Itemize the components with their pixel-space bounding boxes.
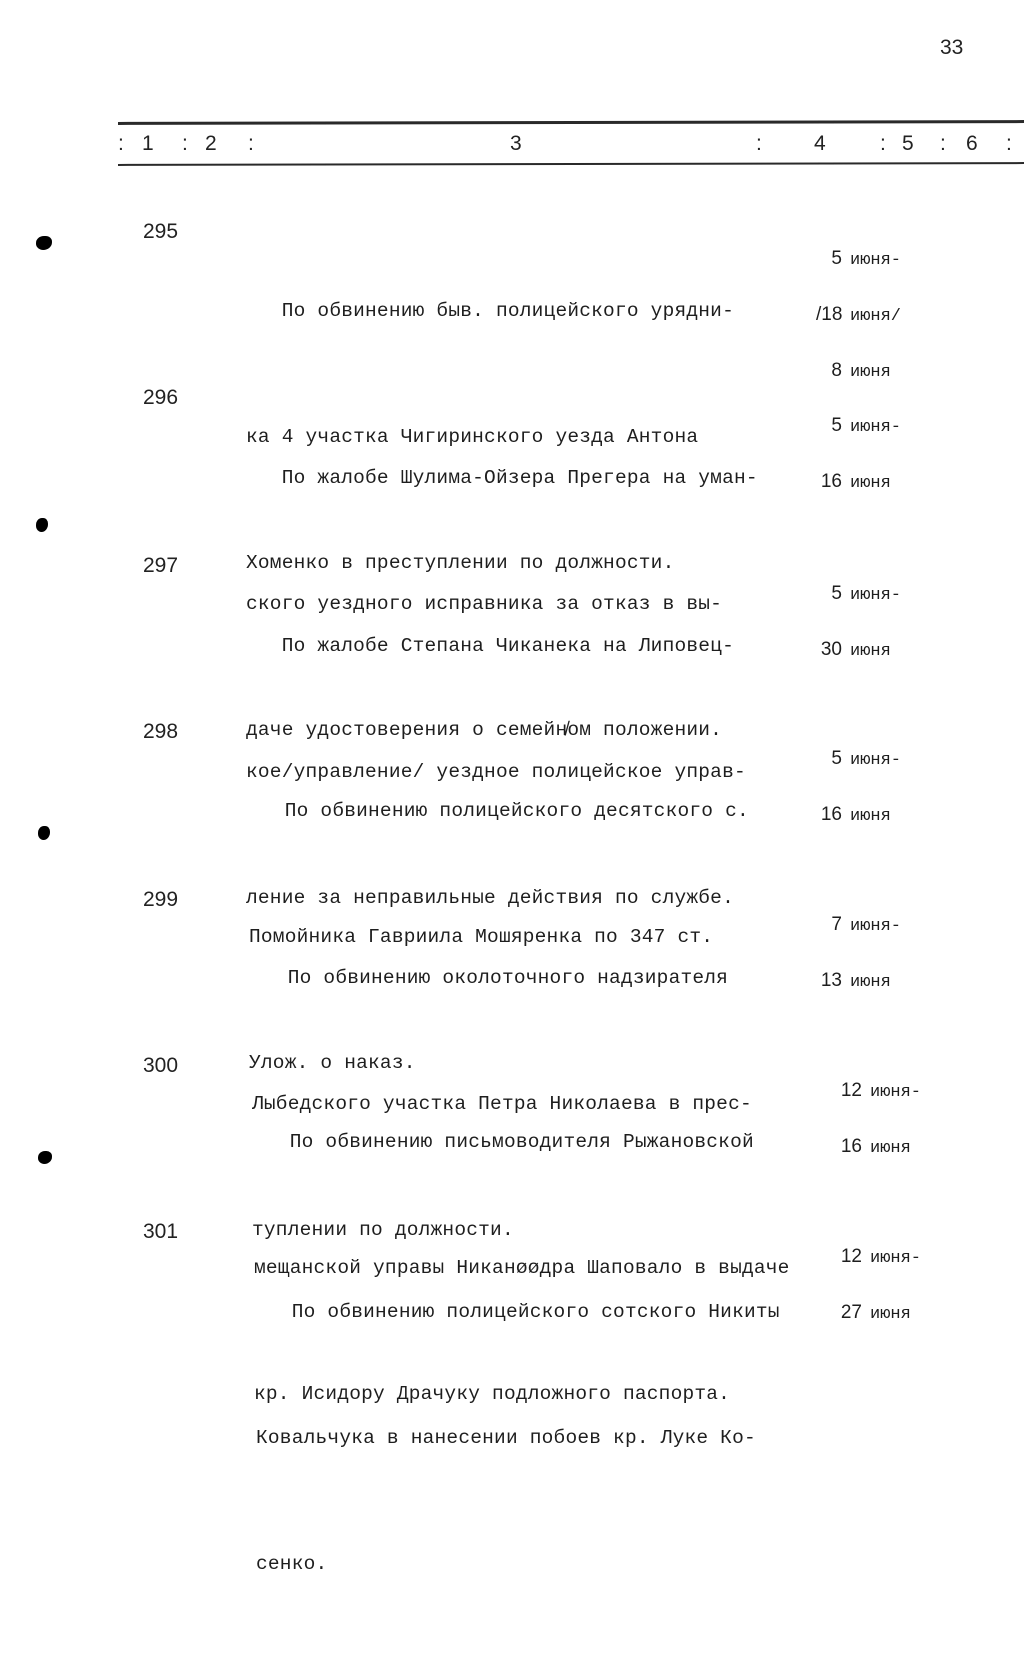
date-line bbox=[816, 916, 901, 936]
column-separator: : bbox=[1006, 132, 1012, 155]
date-line bbox=[816, 417, 901, 437]
date-day: 5 bbox=[831, 748, 842, 769]
date-line bbox=[816, 806, 901, 826]
entry-number: 301 bbox=[143, 1220, 179, 1243]
page-number: 33 bbox=[940, 36, 964, 59]
text-line: По обвинению письмоводителя Рыжановской bbox=[254, 1131, 754, 1153]
entry-number: 298 bbox=[143, 720, 179, 743]
date-line bbox=[816, 750, 901, 770]
date-line bbox=[836, 1304, 921, 1324]
column-header-1: 1 bbox=[142, 132, 154, 155]
date-day: 16 bbox=[820, 471, 842, 492]
column-separator: : bbox=[756, 132, 762, 155]
punch-hole-mark bbox=[36, 518, 48, 532]
date-day: 30 bbox=[820, 639, 842, 660]
header-rule-bottom bbox=[118, 162, 1024, 166]
date-month: июня/ bbox=[850, 307, 902, 326]
column-separator: : bbox=[182, 132, 188, 155]
date-day: 12 bbox=[840, 1080, 862, 1101]
text-line: кое/управление/ уездное полицейское управ- bbox=[246, 761, 746, 783]
text-line: По обвинению полицейского десятского с. bbox=[249, 800, 749, 822]
date-month: июня- bbox=[850, 917, 902, 936]
date-month: июня- bbox=[850, 586, 902, 605]
entry-number: 296 bbox=[143, 386, 179, 409]
entry-dates bbox=[836, 1046, 921, 1194]
date-month: июня- bbox=[870, 1083, 922, 1102]
date-month: июня bbox=[870, 1305, 911, 1324]
column-header-6: 6 bbox=[966, 132, 978, 155]
date-day: 5 bbox=[831, 583, 842, 604]
text-line: По жалобе Шулима-Ойзера Прегера на уман- bbox=[246, 467, 758, 489]
column-header-5: 5 bbox=[902, 132, 914, 155]
entry-number: 299 bbox=[143, 888, 179, 911]
date-month: июня- bbox=[850, 418, 902, 437]
date-month: июня bbox=[850, 973, 891, 992]
entry-number: 297 bbox=[143, 554, 179, 577]
date-month: июня- bbox=[850, 251, 902, 270]
punch-hole-mark bbox=[38, 826, 50, 840]
entry-dates bbox=[816, 549, 901, 697]
date-day: /18 bbox=[816, 304, 843, 325]
date-line bbox=[836, 1138, 921, 1158]
text-line: Лыбедского участка Петра Николаева в прес- bbox=[252, 1093, 752, 1115]
entry-description bbox=[256, 1207, 780, 1669]
date-line bbox=[816, 362, 901, 382]
text-line: даче удостоверения о семейн̸ом положении. bbox=[246, 719, 723, 741]
date-day: 8 bbox=[831, 360, 842, 381]
date-line bbox=[816, 306, 901, 326]
text-line: Помойника Гавриила Мошяренка по 347 ст. bbox=[249, 926, 714, 948]
date-line bbox=[816, 250, 901, 270]
date-day: 7 bbox=[831, 914, 842, 935]
text-line: По жалобе Степана Чиканека на Липовец- bbox=[246, 635, 734, 657]
entry-number: 300 bbox=[143, 1054, 179, 1077]
date-month: июня- bbox=[850, 751, 902, 770]
column-separator: : bbox=[880, 132, 886, 155]
text-line: Улож. о наказ. bbox=[249, 1052, 416, 1074]
date-month: июня- bbox=[870, 1249, 922, 1268]
text-line: Хоменко в преступлении по должности. bbox=[246, 552, 675, 574]
date-month: июня bbox=[850, 363, 891, 382]
date-line bbox=[836, 1248, 921, 1268]
date-month: июня bbox=[850, 474, 891, 493]
date-day: 5 bbox=[831, 415, 842, 436]
entry-dates bbox=[816, 381, 901, 529]
text-line: сенко. bbox=[256, 1553, 328, 1575]
date-day: 16 bbox=[820, 804, 842, 825]
date-line bbox=[816, 585, 901, 605]
text-line: кр. Исидору Драчуку подложного паспорта. bbox=[254, 1383, 731, 1405]
text-line: По обвинению быв. полицейского урядни- bbox=[246, 300, 734, 322]
text-line: ление за неправильные действия по службе. bbox=[246, 887, 734, 909]
date-day: 13 bbox=[820, 970, 842, 991]
column-header-3: 3 bbox=[510, 132, 522, 155]
column-header-2: 2 bbox=[205, 132, 217, 155]
date-day: 5 bbox=[831, 248, 842, 269]
punch-hole-mark bbox=[38, 1151, 52, 1164]
entry-dates bbox=[836, 1212, 921, 1360]
text-line: ка 4 участка Чигиринского уезда Антона bbox=[246, 426, 699, 448]
text-line: туплении по должности. bbox=[252, 1219, 514, 1241]
entry-number: 295 bbox=[143, 220, 179, 243]
date-line bbox=[816, 972, 901, 992]
date-line bbox=[816, 473, 901, 493]
text-line: мещанской управы Никанøøдра Шаповало в выдаче bbox=[254, 1257, 790, 1279]
date-line bbox=[836, 1082, 921, 1102]
column-header-4: 4 bbox=[814, 132, 826, 155]
column-separator: : bbox=[940, 132, 946, 155]
text-line: По обвинению полицейского сотского Никиты bbox=[256, 1301, 780, 1323]
date-day: 12 bbox=[840, 1246, 862, 1267]
entry-dates bbox=[816, 714, 901, 862]
date-month: июня bbox=[850, 642, 891, 661]
punch-hole-mark bbox=[36, 236, 52, 250]
text-line: ского уездного исправника за отказ в вы- bbox=[246, 593, 723, 615]
entry-dates bbox=[816, 880, 901, 1028]
date-day: 16 bbox=[840, 1136, 862, 1157]
date-day: 27 bbox=[840, 1302, 862, 1323]
column-separator: : bbox=[118, 132, 124, 155]
date-month: июня bbox=[850, 807, 891, 826]
header-rule-top bbox=[118, 120, 1024, 125]
column-separator: : bbox=[248, 132, 254, 155]
text-line: По обвинению околоточного надзирателя bbox=[252, 967, 729, 989]
date-line bbox=[816, 641, 901, 661]
date-month: июня bbox=[870, 1139, 911, 1158]
text-line: Ковальчука в нанесении побоев кр. Луке Ко- bbox=[256, 1427, 756, 1449]
